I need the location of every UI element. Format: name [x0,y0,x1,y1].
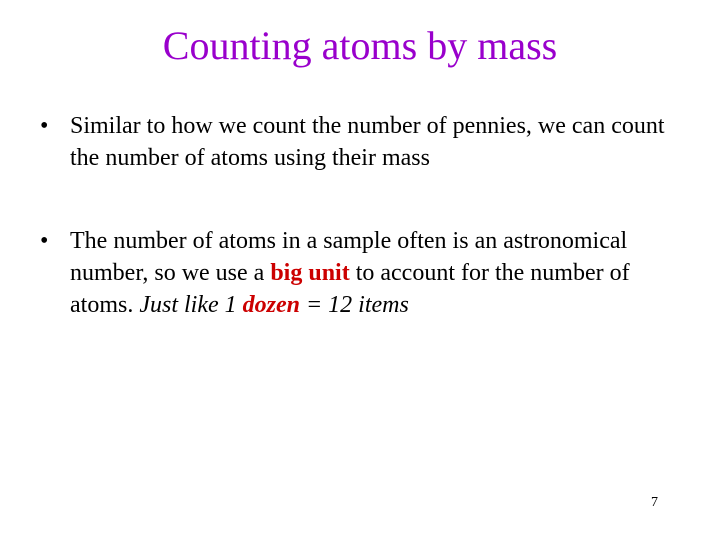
bullet-item-1 [40,110,690,174]
example-part-b: = 12 items [299,292,409,318]
big-unit-highlight: big unit [270,260,350,286]
bullet-item-2 [40,225,690,321]
bullet-marker: • [40,228,49,254]
page-number: 7 [651,495,658,510]
slide-title: Counting atoms by mass [162,23,558,68]
bullet-2-text-part-a: The number of atoms in a sample often is an astronomical number, so we use a [70,228,628,286]
dozen-example [139,292,409,318]
bullet-marker: • [40,113,49,139]
bullet-2-text-part-b: to account for the number of atoms. [70,260,630,318]
example-part-a: Just like 1 [139,292,243,318]
dozen-highlight: dozen [242,292,300,318]
bullet-text-1: Similar to how we count the number of pennies, we can count the number of atoms using their mass [70,113,665,171]
bullet-text-2 [70,225,690,321]
